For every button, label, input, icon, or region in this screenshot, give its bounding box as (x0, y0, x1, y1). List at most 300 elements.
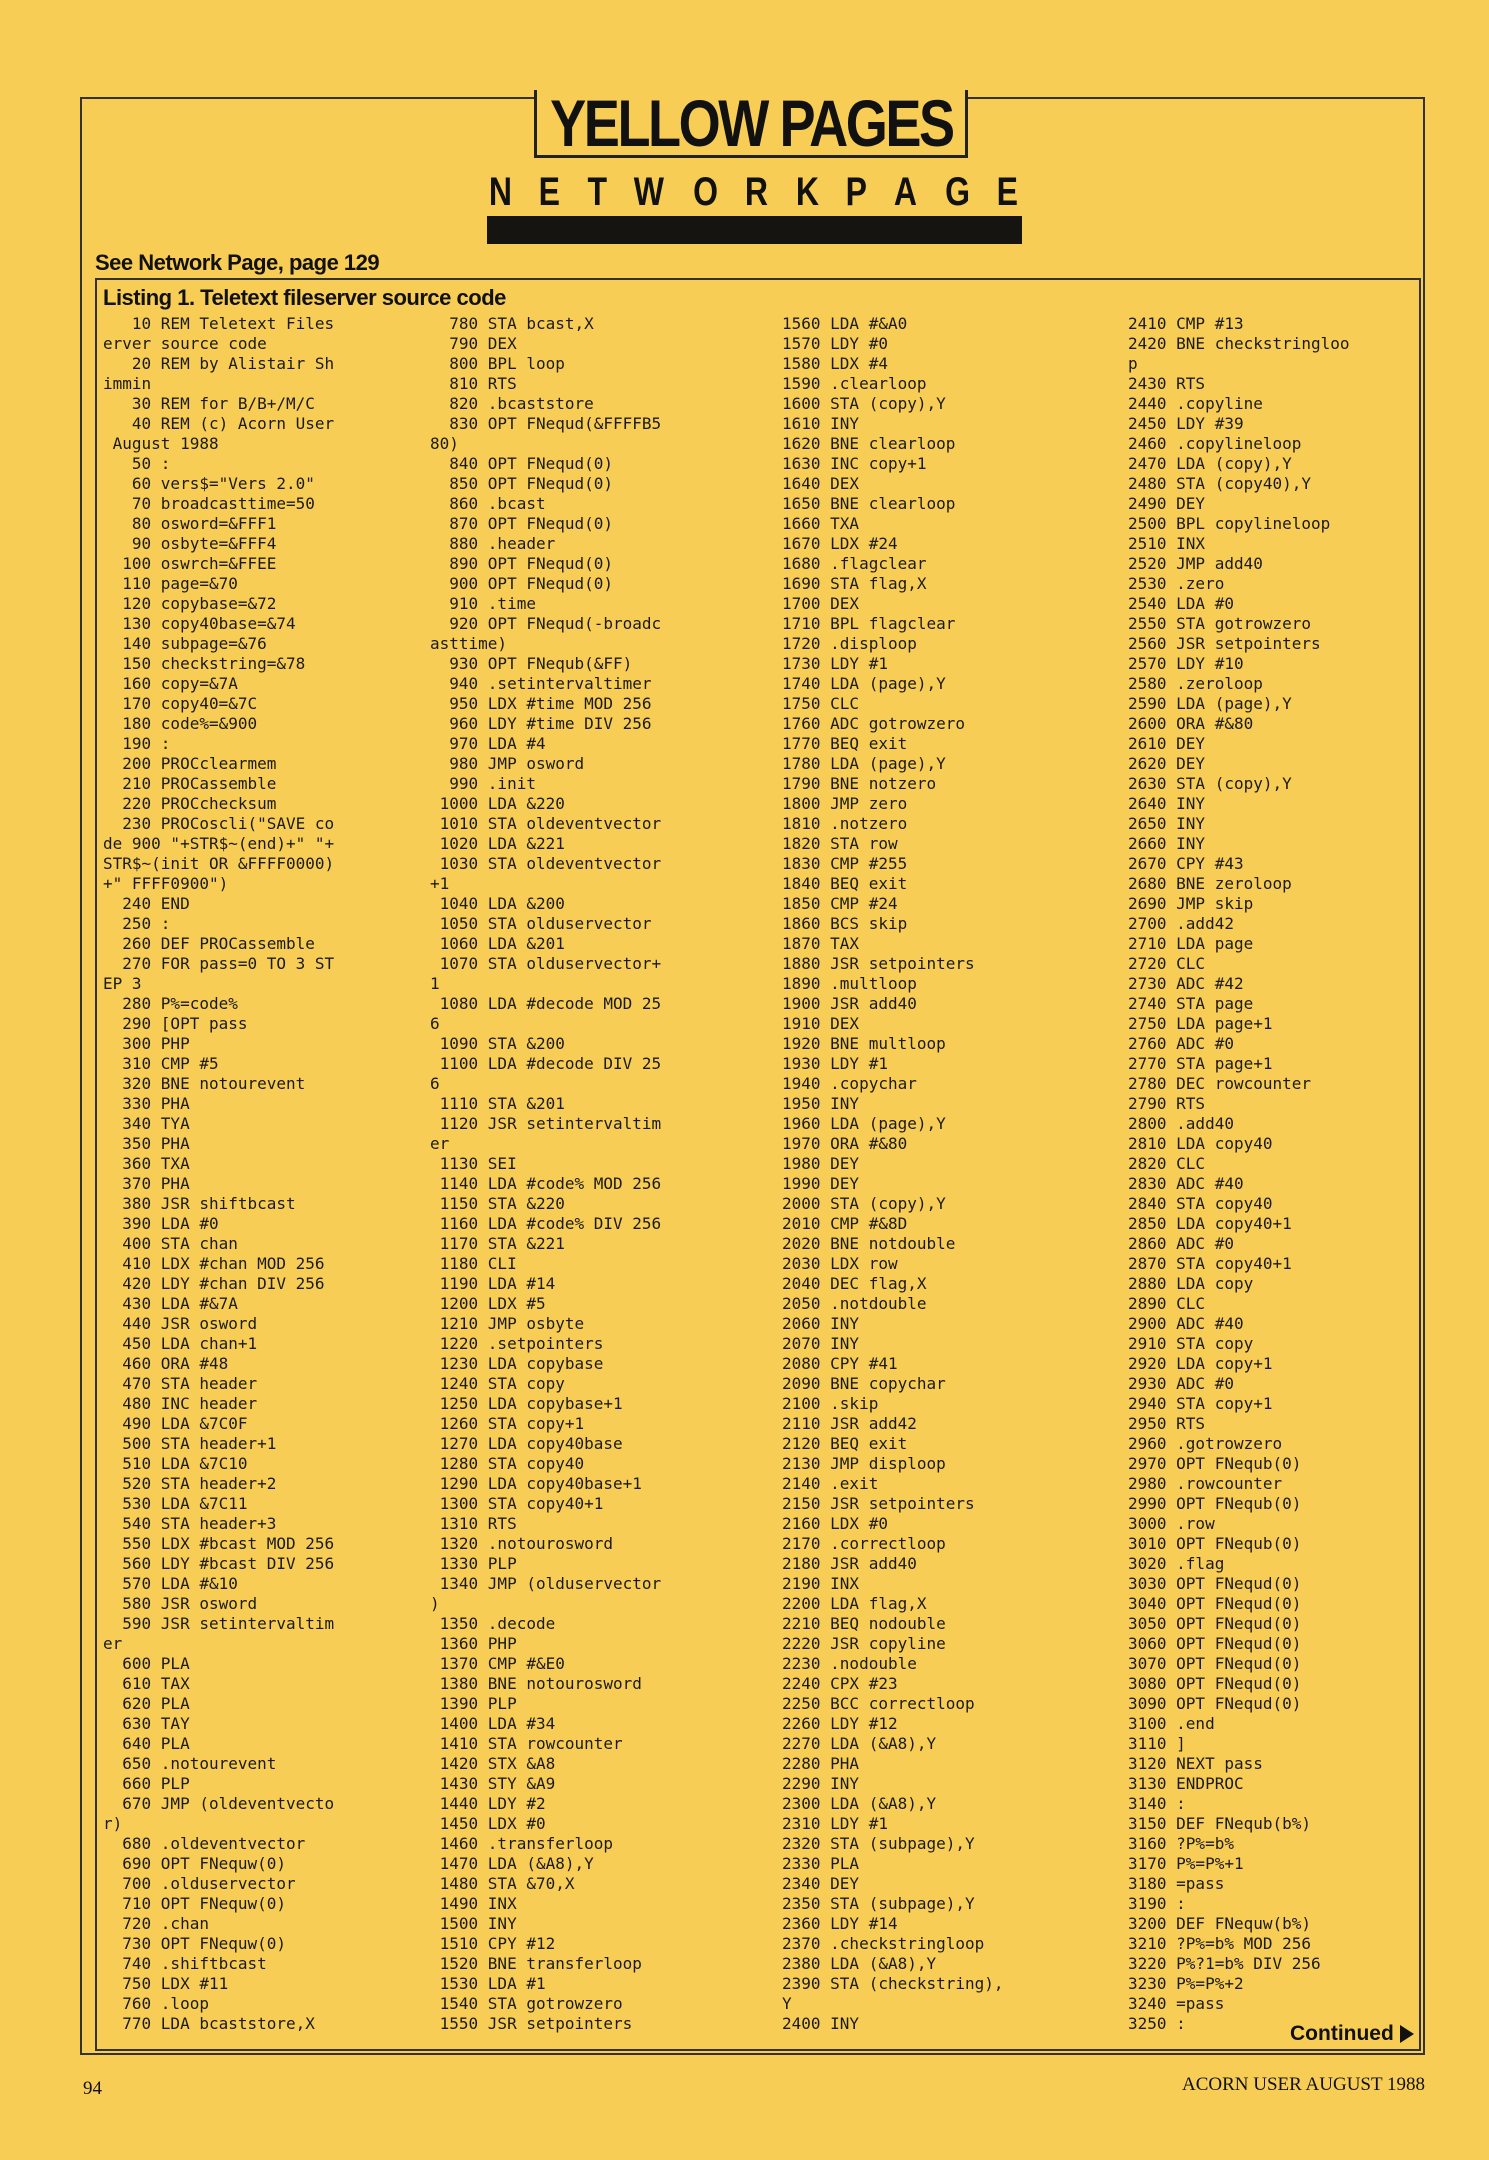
code-line: 1430 STY &A9 (430, 1774, 556, 1793)
code-line: 310 CMP #5 (103, 1054, 219, 1073)
code-line: 760 .loop (103, 1994, 209, 2013)
code-line: 1200 LDX #5 (430, 1294, 546, 1313)
code-line: 3250 : (1128, 2014, 1186, 2033)
code-line: 410 LDX #chan MOD 256 (103, 1254, 325, 1273)
code-line: 590 JSR setintervaltim (103, 1614, 335, 1633)
code-line: 1770 BEQ exit (782, 734, 908, 753)
code-line: 1950 INY (782, 1094, 860, 1113)
code-line: 2110 JSR add42 (782, 1414, 917, 1433)
code-line: 2980 .rowcounter (1128, 1474, 1283, 1493)
heading-bar (487, 216, 1022, 244)
code-line: 2570 LDY #10 (1128, 654, 1244, 673)
code-line: 2250 BCC correctloop (782, 1694, 975, 1713)
code-line: 1460 .transferloop (430, 1834, 614, 1853)
code-line: 630 TAY (103, 1714, 190, 1733)
code-line: 2950 RTS (1128, 1414, 1206, 1433)
code-line: er (103, 1634, 123, 1653)
code-line: 1870 TAX (782, 934, 860, 953)
code-line: erver source code (103, 334, 267, 353)
code-line: 1010 STA oldeventvector (430, 814, 662, 833)
code-line: 2080 CPY #41 (782, 1354, 898, 1373)
code-line: +" FFFF0900") (103, 874, 229, 893)
code-line: 40 REM (c) Acorn User (103, 414, 335, 433)
code-line: 2880 LDA copy (1128, 1274, 1254, 1293)
code-line: 2160 LDX #0 (782, 1514, 888, 1533)
code-line: STR$~(init OR &FFFF0000) (103, 854, 335, 873)
code-line: asttime) (430, 634, 508, 653)
code-line: 2220 JSR copyline (782, 1634, 946, 1653)
code-line: 2770 STA page+1 (1128, 1054, 1273, 1073)
heading-letter: K (795, 170, 819, 214)
code-line: 2790 RTS (1128, 1094, 1206, 1113)
code-line: 710 OPT FNequw(0) (103, 1894, 287, 1913)
code-line: 2340 DEY (782, 1874, 860, 1893)
code-line: 230 PROCoscli("SAVE co (103, 814, 335, 833)
code-line: 560 LDY #bcast DIV 256 (103, 1554, 335, 1573)
code-line: 2180 JSR add40 (782, 1554, 917, 1573)
code-line: 980 JMP osword (430, 754, 585, 773)
code-line: 1670 LDX #24 (782, 534, 898, 553)
code-line: 2690 JMP skip (1128, 894, 1254, 913)
code-column-1 (103, 314, 334, 2034)
code-line: 1900 JSR add40 (782, 994, 917, 1013)
code-line: 1380 BNE notourosword (430, 1674, 642, 1693)
heading-letter: T (586, 170, 607, 214)
code-line: 300 PHP (103, 1034, 190, 1053)
code-line: 1920 BNE multloop (782, 1034, 946, 1053)
code-line: 2930 ADC #0 (1128, 1374, 1234, 1393)
code-line: 3030 OPT FNequd(0) (1128, 1574, 1302, 1593)
code-line: 320 BNE notourevent (103, 1074, 306, 1093)
code-line: 290 [OPT pass (103, 1014, 248, 1033)
code-line: 740 .shiftbcast (103, 1954, 267, 1973)
code-line: 2300 LDA (&A8),Y (782, 1794, 937, 1813)
code-line: 2970 OPT FNequb(0) (1128, 1454, 1302, 1473)
code-line: 6 (430, 1014, 440, 1033)
code-line: EP 3 (103, 974, 142, 993)
code-line: 2050 .notdouble (782, 1294, 927, 1313)
listing-title: Listing 1. Teletext fileserver source code (103, 285, 506, 310)
code-line: 2760 ADC #0 (1128, 1034, 1234, 1053)
code-column-3 (782, 314, 1004, 2034)
heading-letter: O (692, 170, 718, 214)
code-line: 430 LDA #&7A (103, 1294, 238, 1313)
code-line: 2030 LDX row (782, 1254, 898, 1273)
code-line: 2660 INY (1128, 834, 1206, 853)
code-line: 2020 BNE notdouble (782, 1234, 956, 1253)
code-line: 2270 LDA (&A8),Y (782, 1734, 937, 1753)
code-line: 120 copybase=&72 (103, 594, 277, 613)
code-line: 580 JSR osword (103, 1594, 258, 1613)
code-line: 2280 PHA (782, 1754, 860, 1773)
code-line: 1440 LDY #2 (430, 1794, 546, 1813)
code-line: 540 STA header+3 (103, 1514, 277, 1533)
code-line: 1640 DEX (782, 474, 860, 493)
code-line: 2780 DEC rowcounter (1128, 1074, 1312, 1093)
code-line: 2430 RTS (1128, 374, 1206, 393)
code-line: 2520 JMP add40 (1128, 554, 1263, 573)
code-line: 270 FOR pass=0 TO 3 ST (103, 954, 335, 973)
code-line: 2500 BPL copylineloop (1128, 514, 1331, 533)
section-heading (486, 170, 1021, 215)
code-line: 3190 : (1128, 1894, 1186, 1913)
code-line: 2800 .add40 (1128, 1114, 1234, 1133)
code-line: 1760 ADC gotrowzero (782, 714, 966, 733)
code-line: 1030 STA oldeventvector (430, 854, 662, 873)
code-line: 1120 JSR setintervaltim (430, 1114, 662, 1133)
code-line: 1530 LDA #1 (430, 1974, 546, 1993)
code-line: 3130 ENDPROC (1128, 1774, 1244, 1793)
code-line: 1340 JMP (olduservector (430, 1574, 662, 1593)
code-line: de 900 "+STR$~(end)+" "+ (103, 834, 335, 853)
code-line: 2850 LDA copy40+1 (1128, 1214, 1292, 1233)
code-line: 1630 INC copy+1 (782, 454, 927, 473)
code-line: 2740 STA page (1128, 994, 1254, 1013)
code-line: 2610 DEY (1128, 734, 1206, 753)
continued-label: Continued (1290, 2022, 1394, 2045)
code-line: 3080 OPT FNequd(0) (1128, 1674, 1302, 1693)
code-line: 1600 STA (copy),Y (782, 394, 946, 413)
code-line: 2370 .checkstringloop (782, 1934, 985, 1953)
code-line: 510 LDA &7C10 (103, 1454, 248, 1473)
code-line: 6 (430, 1074, 440, 1093)
code-line: 1050 STA olduservector (430, 914, 652, 933)
code-line: 660 PLP (103, 1774, 190, 1793)
heading-letter: G (944, 170, 970, 214)
code-line: 750 LDX #11 (103, 1974, 229, 1993)
code-line: 2490 DEY (1128, 494, 1206, 513)
code-line: 250 : (103, 914, 171, 933)
code-line: 2650 INY (1128, 814, 1206, 833)
code-line: 1620 BNE clearloop (782, 434, 956, 453)
code-line: 30 REM for B/B+/M/C (103, 394, 315, 413)
code-line: 1350 .decode (430, 1614, 556, 1633)
code-line: 280 P%=code% (103, 994, 238, 1013)
code-line: 2710 LDA page (1128, 934, 1254, 953)
code-line: 130 copy40base=&74 (103, 614, 296, 633)
code-line: 1650 BNE clearloop (782, 494, 956, 513)
code-line: 840 OPT FNequd(0) (430, 454, 614, 473)
code-line: 1070 STA olduservector+ (430, 954, 662, 973)
code-line: 3120 NEXT pass (1128, 1754, 1263, 1773)
code-line: 90 osbyte=&FFF4 (103, 534, 277, 553)
code-line: 2670 CPY #43 (1128, 854, 1244, 873)
code-line: 1080 LDA #decode MOD 25 (430, 994, 662, 1013)
code-line: 450 LDA chan+1 (103, 1334, 258, 1353)
code-line: 200 PROCclearmem (103, 754, 277, 773)
code-line: 2350 STA (subpage),Y (782, 1894, 975, 1913)
code-line: 700 .olduservector (103, 1874, 296, 1893)
code-line: 1 (430, 974, 440, 993)
code-column-4 (1128, 314, 1350, 2034)
code-line: 950 LDX #time MOD 256 (430, 694, 652, 713)
code-line: 180 code%=&900 (103, 714, 258, 733)
code-line: 2560 JSR setpointers (1128, 634, 1321, 653)
code-line: 1390 PLP (430, 1694, 517, 1713)
code-line: 2000 STA (copy),Y (782, 1194, 946, 1213)
code-line: 550 LDX #bcast MOD 256 (103, 1534, 335, 1553)
code-line: 1660 TXA (782, 514, 860, 533)
code-line: 1860 BCS skip (782, 914, 908, 933)
code-line: 2990 OPT FNequb(0) (1128, 1494, 1302, 1513)
code-line: 610 TAX (103, 1674, 190, 1693)
code-line: 650 .notourevent (103, 1754, 277, 1773)
code-line: 620 PLA (103, 1694, 190, 1713)
code-line: 1040 LDA &200 (430, 894, 565, 913)
code-line: 50 : (103, 454, 171, 473)
code-line: 3010 OPT FNequb(0) (1128, 1534, 1302, 1553)
code-line: 470 STA header (103, 1374, 258, 1393)
code-line: 1400 LDA #34 (430, 1714, 556, 1733)
code-line: 2200 LDA flag,X (782, 1594, 927, 1613)
code-line: 1680 .flagclear (782, 554, 927, 573)
code-line: 2640 INY (1128, 794, 1206, 813)
masthead-title: YELLOW PAGES (549, 85, 953, 160)
code-line: 150 checkstring=&78 (103, 654, 306, 673)
code-line: 3140 : (1128, 1794, 1186, 1813)
code-line: 1280 STA copy40 (430, 1454, 585, 1473)
code-line: 1830 CMP #255 (782, 854, 908, 873)
code-line: 1700 DEX (782, 594, 860, 613)
masthead-box (534, 85, 968, 160)
code-line: 2620 DEY (1128, 754, 1206, 773)
code-line: 3200 DEF FNequw(b%) (1128, 1914, 1312, 1933)
heading-letter: R (745, 170, 769, 214)
code-line: 3230 P%=P%+2 (1128, 1974, 1244, 1993)
code-line: 3220 P%?1=b% DIV 256 (1128, 1954, 1321, 1973)
code-line: 2210 BEQ nodouble (782, 1614, 946, 1633)
code-line: 920 OPT FNequd(-broadc (430, 614, 662, 633)
code-line: 440 JSR osword (103, 1314, 258, 1333)
code-line: 340 TYA (103, 1114, 190, 1133)
code-line: 2100 .skip (782, 1394, 879, 1413)
code-line: 1960 LDA (page),Y (782, 1114, 946, 1133)
code-line: 1290 LDA copy40base+1 (430, 1474, 642, 1493)
code-line: 880 .header (430, 534, 556, 553)
code-line: 1850 CMP #24 (782, 894, 898, 913)
code-line: 1790 BNE notzero (782, 774, 937, 793)
code-line: 500 STA header+1 (103, 1434, 277, 1453)
code-line: 2600 ORA #&80 (1128, 714, 1254, 733)
code-line: 1150 STA &220 (430, 1194, 565, 1213)
code-line: 2410 CMP #13 (1128, 314, 1244, 333)
code-line: 2840 STA copy40 (1128, 1194, 1273, 1213)
code-line: 2810 LDA copy40 (1128, 1134, 1273, 1153)
code-line: 1840 BEQ exit (782, 874, 908, 893)
code-line: 2090 BNE copychar (782, 1374, 946, 1393)
code-line: 2240 CPX #23 (782, 1674, 898, 1693)
code-line: 1310 RTS (430, 1514, 517, 1533)
code-line: 100 oswrch=&FFEE (103, 554, 277, 573)
code-line: 1260 STA copy+1 (430, 1414, 585, 1433)
code-line: 1500 INY (430, 1914, 517, 1933)
code-line: 1360 PHP (430, 1634, 517, 1653)
code-line: 400 STA chan (103, 1234, 238, 1253)
code-line: 3020 .flag (1128, 1554, 1225, 1573)
code-line: 2540 LDA #0 (1128, 594, 1234, 613)
code-line: 110 page=&70 (103, 574, 238, 593)
code-line: 1370 CMP #&E0 (430, 1654, 565, 1673)
code-line: 2390 STA (checkstring), (782, 1974, 1004, 1993)
code-line: 1890 .multloop (782, 974, 917, 993)
code-line: 2460 .copylineloop (1128, 434, 1302, 453)
code-line: 1220 .setpointers (430, 1334, 604, 1353)
code-line: 570 LDA #&10 (103, 1574, 238, 1593)
code-line: 1420 STX &A8 (430, 1754, 556, 1773)
heading-letter: A (894, 170, 918, 214)
heading-letter: P (845, 170, 868, 214)
code-line: 2130 JMP disploop (782, 1454, 946, 1473)
code-line: 2910 STA copy (1128, 1334, 1254, 1353)
code-line: 480 INC header (103, 1394, 258, 1413)
code-line: 2720 CLC (1128, 954, 1206, 973)
right-triangle-arrow-icon (1400, 2025, 1414, 2043)
code-line: 780 STA bcast,X (430, 314, 594, 333)
code-line: 3050 OPT FNequd(0) (1128, 1614, 1302, 1633)
code-line: 2010 CMP #&8D (782, 1214, 908, 1233)
code-line: 80 osword=&FFF1 (103, 514, 277, 533)
code-line: 10 REM Teletext Files (103, 314, 335, 333)
code-line: 3170 P%=P%+1 (1128, 1854, 1244, 1873)
code-line: 3110 ] (1128, 1734, 1186, 1753)
code-line: 770 LDA bcaststore,X (103, 2014, 315, 2033)
heading-letter: N (488, 170, 513, 214)
code-line: 2140 .exit (782, 1474, 879, 1493)
code-line: 3060 OPT FNequd(0) (1128, 1634, 1302, 1653)
code-line: 2890 CLC (1128, 1294, 1206, 1313)
code-line: 2580 .zeroloop (1128, 674, 1263, 693)
code-line: 1100 LDA #decode DIV 25 (430, 1054, 662, 1073)
code-line: 1940 .copychar (782, 1074, 917, 1093)
code-line: 1730 LDY #1 (782, 654, 888, 673)
code-line: 1560 LDA #&A0 (782, 314, 908, 333)
code-line: 1610 INY (782, 414, 860, 433)
code-line: 1880 JSR setpointers (782, 954, 975, 973)
code-line: 3040 OPT FNequd(0) (1128, 1594, 1302, 1613)
page-number: 94 (83, 2078, 102, 2099)
see-page-note: See Network Page, page 129 (95, 250, 380, 275)
code-line: 3150 DEF FNequb(b%) (1128, 1814, 1312, 1833)
code-line: 2680 BNE zeroloop (1128, 874, 1292, 893)
code-line: 350 PHA (103, 1134, 190, 1153)
code-line: 2730 ADC #42 (1128, 974, 1244, 993)
code-line: 1810 .notzero (782, 814, 908, 833)
code-line: 1800 JMP zero (782, 794, 908, 813)
code-line: ) (430, 1594, 440, 1613)
code-line: 3000 .row (1128, 1514, 1215, 1533)
code-line: 960 LDY #time DIV 256 (430, 714, 652, 733)
code-line: 3070 OPT FNequd(0) (1128, 1654, 1302, 1673)
code-line: 1000 LDA &220 (430, 794, 565, 813)
code-line: er (430, 1134, 450, 1153)
code-line: 720 .chan (103, 1914, 209, 1933)
code-line: 930 OPT FNequb(&FF) (430, 654, 633, 673)
code-line: 940 .setintervaltimer (430, 674, 652, 693)
code-line: 360 TXA (103, 1154, 190, 1173)
code-line: 3180 =pass (1128, 1874, 1225, 1893)
heading-letter: W (634, 170, 665, 214)
code-line: 1450 LDX #0 (430, 1814, 546, 1833)
code-line: 1570 LDY #0 (782, 334, 888, 353)
code-line: 1540 STA gotrowzero (430, 1994, 623, 2013)
code-line: 1910 DEX (782, 1014, 860, 1033)
code-line: 800 BPL loop (430, 354, 565, 373)
code-line: 790 DEX (430, 334, 517, 353)
code-line: 2040 DEC flag,X (782, 1274, 927, 1293)
code-line: 680 .oldeventvector (103, 1834, 306, 1853)
code-line: 600 PLA (103, 1654, 190, 1673)
code-line: 1750 CLC (782, 694, 860, 713)
code-line: 1300 STA copy40+1 (430, 1494, 604, 1513)
heading-letter: E (539, 170, 561, 214)
code-line: r) (103, 1814, 123, 1833)
code-line: 2820 CLC (1128, 1154, 1206, 1173)
code-line: 2190 INX (782, 1574, 860, 1593)
code-line: 1110 STA &201 (430, 1094, 565, 1113)
code-line: 1780 LDA (page),Y (782, 754, 946, 773)
code-line: 80) (430, 434, 459, 453)
code-line: 1740 LDA (page),Y (782, 674, 946, 693)
code-line: 2310 LDY #1 (782, 1814, 888, 1833)
code-line: 140 subpage=&76 (103, 634, 267, 653)
code-line: 60 vers$="Vers 2.0" (103, 474, 315, 493)
code-line: 730 OPT FNequw(0) (103, 1934, 287, 1953)
code-line: 2290 INY (782, 1774, 860, 1793)
code-line: 2440 .copyline (1128, 394, 1263, 413)
code-line: 1210 JMP osbyte (430, 1314, 585, 1333)
code-line: 1170 STA &221 (430, 1234, 565, 1253)
code-line: 1090 STA &200 (430, 1034, 565, 1053)
code-line: 1020 LDA &221 (430, 834, 565, 853)
code-line: 1250 LDA copybase+1 (430, 1394, 623, 1413)
code-line: 2480 STA (copy40),Y (1128, 474, 1312, 493)
code-line: 670 JMP (oldeventvecto (103, 1794, 335, 1813)
code-line: 2550 STA gotrowzero (1128, 614, 1312, 633)
code-line: 3100 .end (1128, 1714, 1215, 1733)
code-line: 870 OPT FNequd(0) (430, 514, 614, 533)
code-line: 160 copy=&7A (103, 674, 238, 693)
code-line: Y (782, 1994, 792, 2013)
code-line: 910 .time (430, 594, 536, 613)
code-line: 3090 OPT FNequd(0) (1128, 1694, 1302, 1713)
code-line: 3210 ?P%=b% MOD 256 (1128, 1934, 1312, 1953)
code-line: 2330 PLA (782, 1854, 860, 1873)
code-line: 990 .init (430, 774, 536, 793)
code-line: 1510 CPY #12 (430, 1934, 556, 1953)
code-line: 1330 PLP (430, 1554, 517, 1573)
code-line: 2450 LDY #39 (1128, 414, 1244, 433)
code-line: 1490 INX (430, 1894, 517, 1913)
code-line: 1520 BNE transferloop (430, 1954, 642, 1973)
code-line: 220 PROCchecksum (103, 794, 277, 813)
code-line: 1270 LDA copy40base (430, 1434, 623, 1453)
code-line: 1820 STA row (782, 834, 898, 853)
code-line: August 1988 (103, 434, 219, 453)
code-line: 2360 LDY #14 (782, 1914, 898, 1933)
code-line: 1980 DEY (782, 1154, 860, 1173)
code-line: 330 PHA (103, 1094, 190, 1113)
code-line: 1550 JSR setpointers (430, 2014, 633, 2033)
code-line: 2380 LDA (&A8),Y (782, 1954, 937, 1973)
code-line: 1990 DEY (782, 1174, 860, 1193)
code-line: 20 REM by Alistair Sh (103, 354, 335, 373)
code-line: 240 END (103, 894, 190, 913)
code-line: 2120 BEQ exit (782, 1434, 908, 1453)
code-line: 2860 ADC #0 (1128, 1234, 1234, 1253)
code-line: 1590 .clearloop (782, 374, 927, 393)
code-line: 810 RTS (430, 374, 517, 393)
code-line: 850 OPT FNequd(0) (430, 474, 614, 493)
